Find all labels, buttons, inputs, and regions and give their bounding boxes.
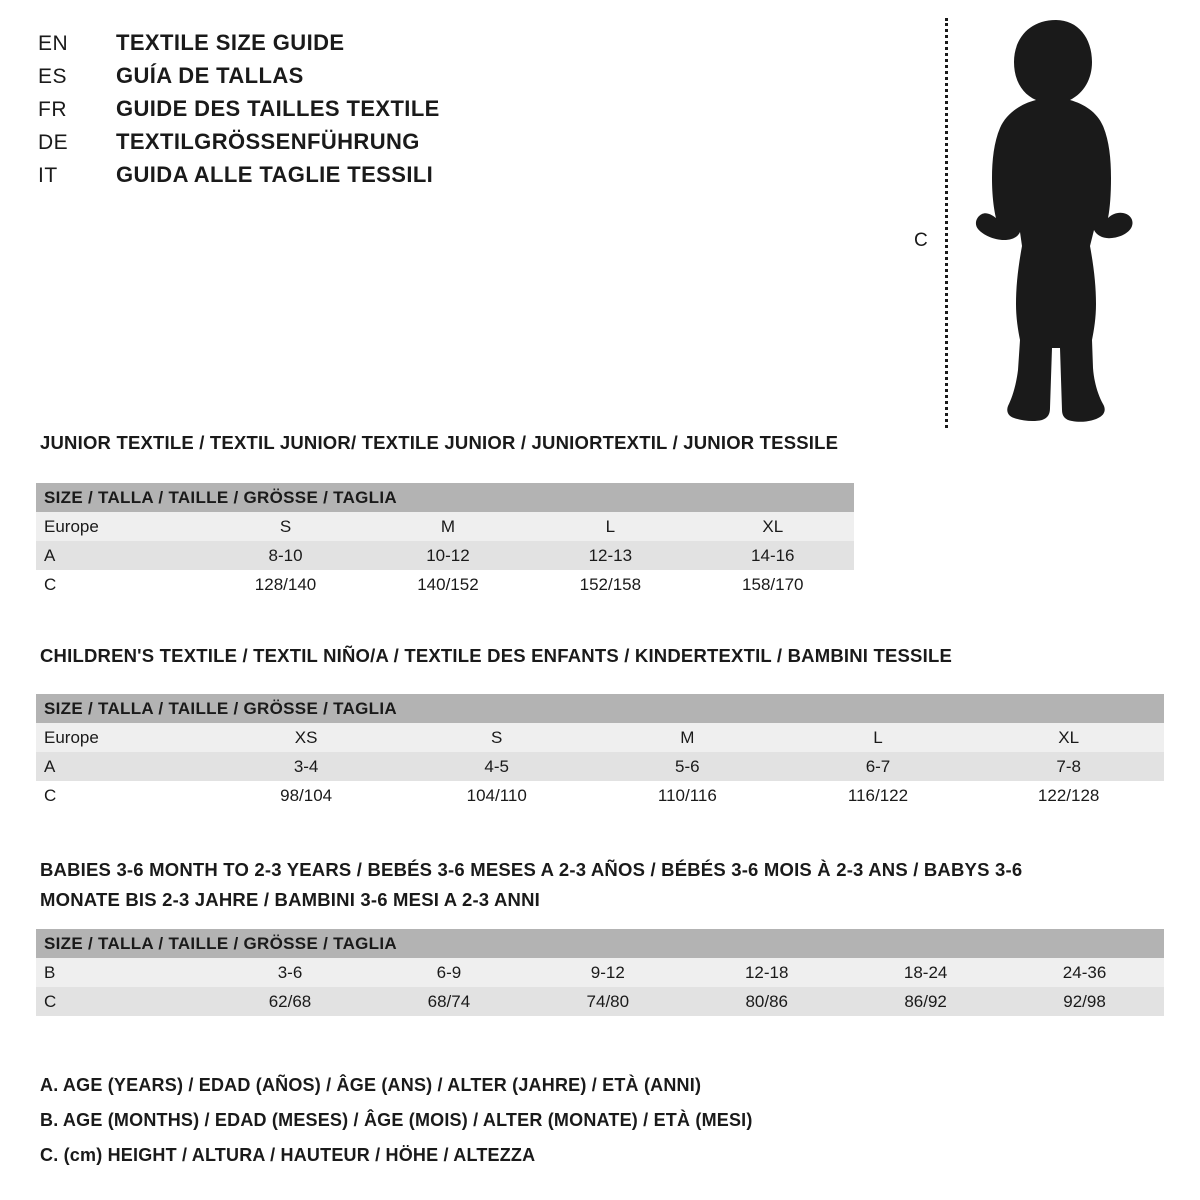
language-code-de: DE <box>38 131 69 154</box>
cell-value: 122/128 <box>1037 785 1100 805</box>
cell-value: XS <box>294 727 318 747</box>
language-code-fr: FR <box>38 98 67 121</box>
table-row <box>36 987 1164 1016</box>
row-label: Europe <box>44 516 99 536</box>
cell-value: 158/170 <box>742 574 804 594</box>
cell-value: 68/74 <box>427 991 471 1011</box>
cell-value: 12-18 <box>744 962 789 982</box>
cell-value: 5-6 <box>675 756 700 776</box>
cell-value: 9-12 <box>590 962 625 982</box>
table-row <box>36 958 1164 987</box>
row-label: C <box>44 991 57 1011</box>
child-silhouette-icon <box>960 18 1150 428</box>
cell-value: 152/158 <box>579 574 642 594</box>
cell-value: M <box>680 727 695 747</box>
cell-value: 62/68 <box>268 991 312 1011</box>
band-label-children: SIZE / TALLA / TAILLE / GRÖSSE / TAGLIA <box>36 694 1164 723</box>
cell-value: 6-9 <box>436 962 462 982</box>
section-title-babies: BABIES 3-6 MONTH TO 2-3 YEARS / BEBÉS 3-6 MESES A 2-3 AÑOS / BÉBÉS 3-6 MOIS À 2-3 ANS / BABYS 3-6 MONATE BIS 2-3 JAHRE / BAMBINI 3-6 MESI A 2-3 ANNI <box>40 859 1023 910</box>
row-label: A <box>44 756 56 776</box>
language-row-en <box>38 30 678 63</box>
cell-value: 128/140 <box>254 574 317 594</box>
cell-value: 104/110 <box>466 785 527 805</box>
cell-value: 98/104 <box>280 785 333 805</box>
language-text-de: TEXTILGRÖSSENFÜHRUNG <box>116 129 420 154</box>
row-label: C <box>44 785 57 805</box>
table-row <box>36 570 854 599</box>
cell-value: S <box>279 516 292 536</box>
cell-value: 6-7 <box>865 756 891 776</box>
height-measure-label: C <box>914 230 928 251</box>
cell-value: S <box>491 727 503 747</box>
table-row <box>36 541 854 570</box>
band-label-babies: SIZE / TALLA / TAILLE / GRÖSSE / TAGLIA <box>36 929 1164 958</box>
cell-value: 110/116 <box>657 785 717 805</box>
cell-value: XL <box>762 516 784 536</box>
footnotes-block <box>40 1068 1040 1173</box>
cell-value: 8-10 <box>268 545 303 565</box>
row-label: Europe <box>44 727 99 747</box>
language-code-it: IT <box>38 164 58 187</box>
cell-value: 74/80 <box>586 991 630 1011</box>
cell-value: 3-6 <box>277 962 303 982</box>
footnote-c: C. (cm) HEIGHT / ALTURA / HAUTEUR / HÖHE / ALTEZZA <box>40 1145 536 1165</box>
cell-value: 14-16 <box>751 545 795 565</box>
language-row-fr <box>38 96 678 129</box>
table-row-band <box>36 694 1164 723</box>
section-title-children: CHILDREN'S TEXTILE / TEXTIL NIÑO/A / TEXTILE DES ENFANTS / KINDERTEXTIL / BAMBINI TESSILE <box>40 645 952 666</box>
cell-value: 80/86 <box>745 991 788 1011</box>
cell-value: 12-13 <box>588 545 633 565</box>
cell-value: 18-24 <box>903 962 948 982</box>
row-label: C <box>44 574 57 594</box>
cell-value: 3-4 <box>293 756 319 776</box>
table-row-band <box>36 929 1164 958</box>
cell-value: L <box>873 727 883 747</box>
table-row <box>36 752 1164 781</box>
cell-value: 140/152 <box>417 574 479 594</box>
table-row <box>36 723 1164 752</box>
language-text-fr: GUIDE DES TAILLES TEXTILE <box>116 96 440 121</box>
row-label: B <box>44 962 56 982</box>
cell-value: 10-12 <box>426 545 470 565</box>
cell-value: 7-8 <box>1056 756 1081 776</box>
cell-value: 92/98 <box>1063 991 1106 1011</box>
language-text-en: TEXTILE SIZE GUIDE <box>116 30 345 55</box>
table-row <box>36 512 854 541</box>
language-row-es <box>38 63 678 96</box>
table-junior <box>36 483 854 599</box>
measurement-figure <box>900 10 1160 430</box>
cell-value: 4-5 <box>484 756 509 776</box>
language-title-block <box>38 30 678 195</box>
table-row <box>36 781 1164 810</box>
language-text-it: GUIDA ALLE TAGLIE TESSILI <box>116 162 434 187</box>
language-row-it <box>38 162 678 195</box>
cell-value: XL <box>1058 727 1080 747</box>
height-dotted-line <box>945 18 948 428</box>
footnote-a: A. AGE (YEARS) / EDAD (AÑOS) / ÂGE (ANS) / ALTER (JAHRE) / ETÀ (ANNI) <box>40 1075 702 1095</box>
footnote-b: B. AGE (MONTHS) / EDAD (MESES) / ÂGE (MOIS) / ALTER (MONATE) / ETÀ (MESI) <box>40 1110 753 1130</box>
cell-value: 116/122 <box>847 785 909 805</box>
band-label-junior: SIZE / TALLA / TAILLE / GRÖSSE / TAGLIA <box>36 483 854 512</box>
table-row-band <box>36 483 854 512</box>
language-code-es: ES <box>38 65 68 88</box>
cell-value: 24-36 <box>1062 962 1107 982</box>
row-label: A <box>44 545 56 565</box>
cell-value: M <box>440 516 456 536</box>
table-children <box>36 694 1164 810</box>
language-text-es: GUÍA DE TALLAS <box>116 63 304 88</box>
language-code-en: EN <box>38 32 69 55</box>
language-row-de <box>38 129 678 162</box>
table-babies <box>36 929 1164 1016</box>
section-title-junior: JUNIOR TEXTILE / TEXTIL JUNIOR/ TEXTILE JUNIOR / JUNIORTEXTIL / JUNIOR TESSILE <box>40 432 839 453</box>
cell-value: L <box>605 516 616 536</box>
cell-value: 86/92 <box>904 991 947 1011</box>
